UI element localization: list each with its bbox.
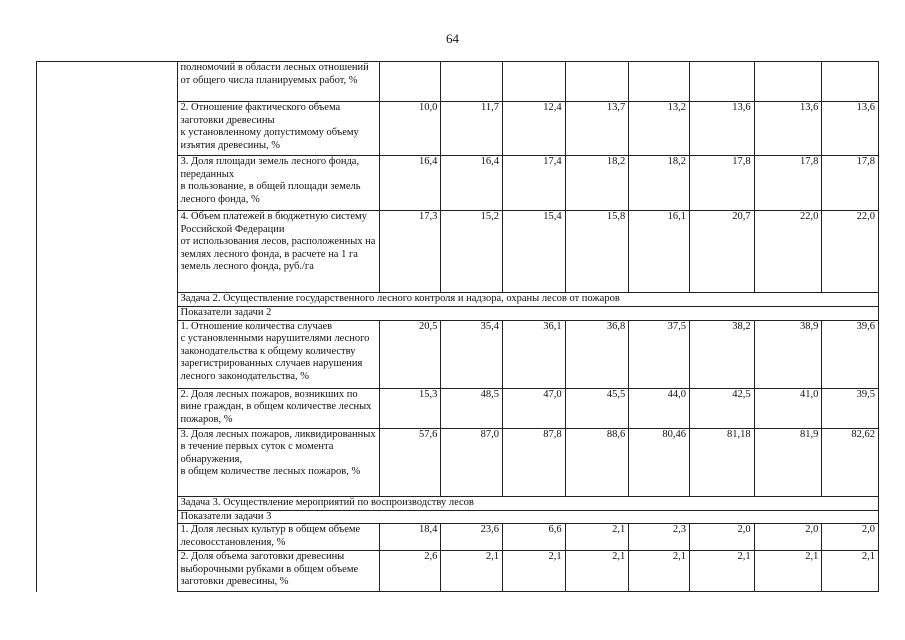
value-cell: 11,7 [441,102,503,156]
value-cell: 13,7 [565,102,629,156]
value-cell: 2,1 [689,551,754,592]
value-cell [502,62,565,102]
value-cell: 38,9 [754,320,822,388]
value-cell: 6,6 [502,524,565,551]
blank-cell [37,496,178,510]
value-cell: 39,5 [822,388,879,428]
value-cell: 2,0 [689,524,754,551]
value-cell: 42,5 [689,388,754,428]
table-row [37,102,879,156]
value-cell: 2,0 [754,524,822,551]
value-cell: 81,9 [754,428,822,496]
value-cell: 23,6 [441,524,503,551]
table-row [37,156,879,211]
value-cell: 82,62 [822,428,879,496]
value-cell: 2,0 [822,524,879,551]
value-cell: 88,6 [565,428,629,496]
value-cell: 36,1 [502,320,565,388]
value-cell: 12,4 [502,102,565,156]
value-cell: 17,3 [379,211,441,293]
section-heading: Показатели задачи 2 [177,306,879,320]
indicator-description: 3. Доля площади земель лесного фонда, переданных в пользование, в общей площади земель лесного фонда, % [177,156,379,211]
blank-cell [37,510,178,524]
section-heading: Задача 3. Осуществление мероприятий по воспроизводству лесов [177,496,879,510]
value-cell: 16,4 [379,156,441,211]
indicator-description: 1. Доля лесных культур в общем объеме лесовосстановления, % [177,524,379,551]
value-cell: 18,2 [629,156,690,211]
value-cell: 17,4 [502,156,565,211]
blank-cell [37,320,178,388]
page-number: 64 [446,31,459,46]
indicator-description: 1. Отношение количества случаев с установленными нарушителями лесного законодательства к общему количеству зарегистрированных случаев нарушения лесного законодательства, % [177,320,379,388]
indicators-table [36,61,879,592]
value-cell: 2,1 [629,551,690,592]
value-cell: 22,0 [822,211,879,293]
blank-cell [37,306,178,320]
value-cell: 48,5 [441,388,503,428]
value-cell: 2,1 [502,551,565,592]
value-cell [822,62,879,102]
value-cell [754,62,822,102]
value-cell: 13,6 [754,102,822,156]
blank-cell [37,428,178,496]
value-cell: 41,0 [754,388,822,428]
table-row [37,551,879,592]
indicator-description: 2. Доля лесных пожаров, возникших по вине граждан, в общем количестве лесных пожаров, % [177,388,379,428]
table-row [37,388,879,428]
value-cell: 20,7 [689,211,754,293]
value-cell: 2,1 [441,551,503,592]
indicator-description: 3. Доля лесных пожаров, ликвидированных в течение первых суток с момента обнаружения, в общем количестве лесных пожаров, % [177,428,379,496]
value-cell: 81,18 [689,428,754,496]
value-cell: 20,5 [379,320,441,388]
value-cell: 13,6 [689,102,754,156]
value-cell: 13,6 [822,102,879,156]
value-cell: 13,2 [629,102,690,156]
value-cell: 2,6 [379,551,441,592]
section-row [37,306,879,320]
value-cell: 45,5 [565,388,629,428]
value-cell: 2,1 [565,524,629,551]
blank-cell [37,524,178,551]
value-cell: 38,2 [689,320,754,388]
value-cell: 2,3 [629,524,690,551]
value-cell [689,62,754,102]
section-row [37,496,879,510]
section-row [37,293,879,307]
blank-cell [37,293,178,307]
value-cell: 80,46 [629,428,690,496]
value-cell: 57,6 [379,428,441,496]
value-cell: 15,8 [565,211,629,293]
value-cell: 35,4 [441,320,503,388]
indicator-description: 2. Отношение фактического объема заготовки древесины к установленному допустимому объему изъятия древесины, % [177,102,379,156]
value-cell: 2,1 [822,551,879,592]
table-row [37,211,879,293]
value-cell: 17,8 [754,156,822,211]
table-row [37,62,879,102]
table-row [37,524,879,551]
blank-cell [37,388,178,428]
value-cell: 15,4 [502,211,565,293]
value-cell: 87,0 [441,428,503,496]
indicator-description: 4. Объем платежей в бюджетную систему Российской Федерации от использования лесов, расположенных на землях лесного фонда, в расчете на 1 га земель лесного фонда, руб./га [177,211,379,293]
value-cell: 2,1 [754,551,822,592]
value-cell [379,62,441,102]
blank-cell [37,156,178,211]
value-cell: 2,1 [565,551,629,592]
table-row [37,428,879,496]
value-cell: 18,4 [379,524,441,551]
value-cell: 15,3 [379,388,441,428]
blank-cell [37,62,178,102]
value-cell [441,62,503,102]
value-cell: 17,8 [822,156,879,211]
blank-cell [37,211,178,293]
value-cell: 22,0 [754,211,822,293]
section-row [37,510,879,524]
value-cell: 15,2 [441,211,503,293]
value-cell [629,62,690,102]
value-cell: 37,5 [629,320,690,388]
value-cell: 87,8 [502,428,565,496]
blank-cell [37,102,178,156]
section-heading: Задача 2. Осуществление государственного лесного контроля и надзора, охраны лесов от пожаров [177,293,879,307]
value-cell: 17,8 [689,156,754,211]
value-cell: 44,0 [629,388,690,428]
value-cell [565,62,629,102]
value-cell: 10,0 [379,102,441,156]
value-cell: 39,6 [822,320,879,388]
indicator-description: полномочий в области лесных отношений от общего числа планируемых работ, % [177,62,379,102]
value-cell: 47,0 [502,388,565,428]
value-cell: 16,4 [441,156,503,211]
indicator-description: 2. Доля объема заготовки древесины выборочными рубками в общем объеме заготовки древесины, % [177,551,379,592]
value-cell: 18,2 [565,156,629,211]
value-cell: 36,8 [565,320,629,388]
blank-cell [37,551,178,592]
value-cell: 16,1 [629,211,690,293]
section-heading: Показатели задачи 3 [177,510,879,524]
table-row [37,320,879,388]
